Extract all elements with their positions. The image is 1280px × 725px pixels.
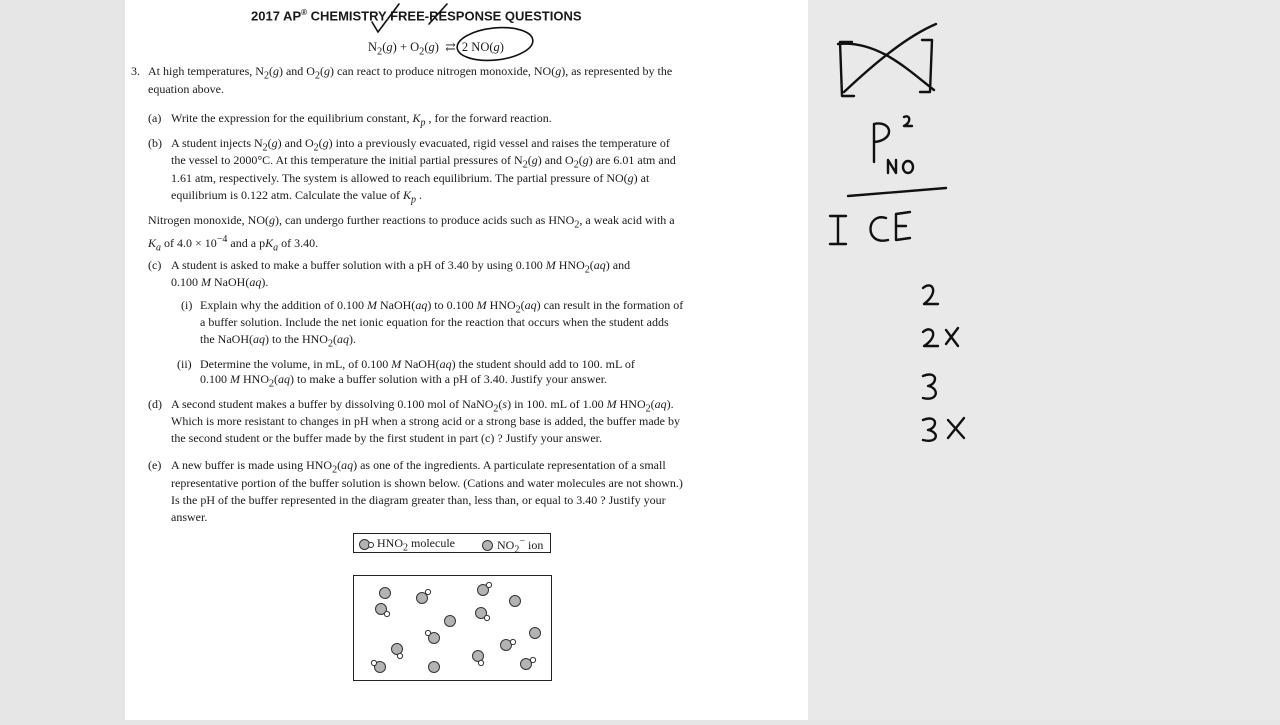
hydrogen-atom [484,615,489,620]
no2-ion [380,588,391,599]
part-b-line-2: the vessel to 2000°C. At this temperature the initial partial pressures of $N_2(g)$ and $O_2(g)$ are 6.01 atm and [171,153,676,171]
legend-no2: $NO_2^-$ ion [482,536,543,555]
no2-ion [530,628,541,639]
part-b-label: (b) [148,136,162,150]
part-c-i-label: (i) [181,298,193,312]
part-c-label: (c) [148,258,162,272]
reaction-equation: $N_2(g) + O_2(g)$ ⇄ 2 NO(g) [368,40,504,58]
hydrogen-atom [397,653,402,658]
letter-x [948,418,964,438]
hydrogen-atom-icon [368,542,374,548]
no2-ion [510,596,521,607]
page-title: 2017 AP® CHEMISTRY FREE-RESPONSE QUESTIONS [251,8,582,24]
part-b-line-1: A student injects $N_2(g)$ and $O_2(g)$ into a previously evacuated, rigid vessel and raises the temperature of [171,136,670,154]
no2-ion-icon [482,540,493,551]
hno2-molecule [521,659,532,670]
diagram-legend [353,533,551,556]
mid-line-1: Nitrogen monoxide, NO(g), can undergo further reactions to produce acids such as $HNO_2$, a weak acid with a [148,213,675,231]
number-2 [923,285,938,304]
number-3 [923,419,936,441]
hydrogen-atom [425,630,430,635]
letter-e [896,212,910,240]
mid-line-2: $K_a$ of $4.0 \times 10^{-4}$ and a $pK_a$ of 3.40. [148,234,319,254]
handwritten-notes [808,0,1280,720]
subscript-n [888,160,896,173]
no2-ion [445,616,456,627]
particulate-diagram [353,575,552,681]
part-d-line-2: Which is more resistant to changes in pH when a strong acid or a strong base is added, the buffer made by [171,414,680,428]
part-c-i-line-3: the NaOH(aq) to the $HNO_2(aq)$. [200,332,356,350]
hydrogen-atom [425,589,430,594]
hydrogen-atom [486,582,491,587]
part-c-i-line-2: a buffer solution. Include the net ionic equation for the reaction that occurs when the student adds [200,315,669,329]
hydrogen-atom [384,611,389,616]
part-c-ii-line-2: 0.100 M $HNO_2(aq)$ to make a buffer solution with a pH of 3.40. Justify your answer. [200,372,608,390]
part-e-line-4: answer. [171,510,208,524]
hydrogen-atom [530,657,535,662]
hno2-molecule [392,644,403,655]
part-d-label: (d) [148,397,162,411]
letter-c [871,217,889,240]
hno2-molecule [473,651,484,662]
worksheet-page [125,0,808,720]
part-a-label: (a) [148,111,162,125]
part-a-text: Write the expression for the equilibrium constant, $K_p$ , for the forward reaction. [171,111,552,129]
letter-p [874,123,889,162]
part-c-line-1: A student is asked to make a buffer solution with a pH of 3.40 by using 0.100 M $HNO_2(aq)$ and [171,258,631,276]
superscript-2 [904,116,912,126]
question-number: 3. [131,64,140,78]
letter-x [946,328,958,346]
notes-panel [808,0,1280,720]
no2-ion [429,662,440,673]
hydrogen-atom [510,639,515,644]
number-3 [923,375,936,399]
part-d-line-1: A second student makes a buffer by dissolving 0.100 mol of NaNO$_2$(s) in 100. mL of 1.00 M $HNO_2(aq)$. [171,397,674,415]
part-b-line-3: 1.61 atm, respectively. The system is allowed to reach equilibrium. The partial pressure of NO(g) at [171,171,650,185]
subscript-o [903,161,913,173]
part-d-line-3: the second student or the buffer made by the first student in part (c) ? Justify your answer. [171,431,602,445]
hno2-molecule [501,640,512,651]
part-c-line-2: 0.100 M NaOH(aq). [171,275,269,289]
intro-line-2: equation above. [148,82,224,96]
part-e-line-2: representative portion of the buffer solution is shown below. (Cations and water molecules are not shown.) [171,476,683,490]
part-e-line-1: A new buffer is made using $HNO_2(aq)$ as one of the ingredients. A particulate representation of a small [171,458,666,476]
intro-line-1: At high temperatures, $N_2(g)$ and $O_2(g)$ can react to produce nitrogen monoxide, NO(g), as represented by the [148,64,673,82]
letter-i [830,216,846,244]
part-c-ii-label: (ii) [177,357,192,371]
fraction-bar [848,188,946,196]
part-e-line-3: Is the pH of the buffer represented in the diagram greater than, less than, or equal to 3.40 ? Justify your [171,493,666,507]
legend-hno2: $HNO_2$ molecule [359,536,455,553]
hydrogen-atom [371,660,376,665]
particles-svg [354,576,551,680]
part-c-i-line-1: Explain why the addition of 0.100 M NaOH(aq) to 0.100 M $HNO_2(aq)$ can result in the formation of [200,298,684,316]
hydrogen-atom [478,660,483,665]
part-c-ii-line-1: Determine the volume, in mL, of 0.100 M NaOH(aq) the student should add to 100. mL of [200,357,635,371]
part-e-label: (e) [148,458,162,472]
number-2 [923,329,938,346]
part-b-line-4: equilibrium is 0.122 atm. Calculate the value of $K_p$ . [171,188,422,206]
